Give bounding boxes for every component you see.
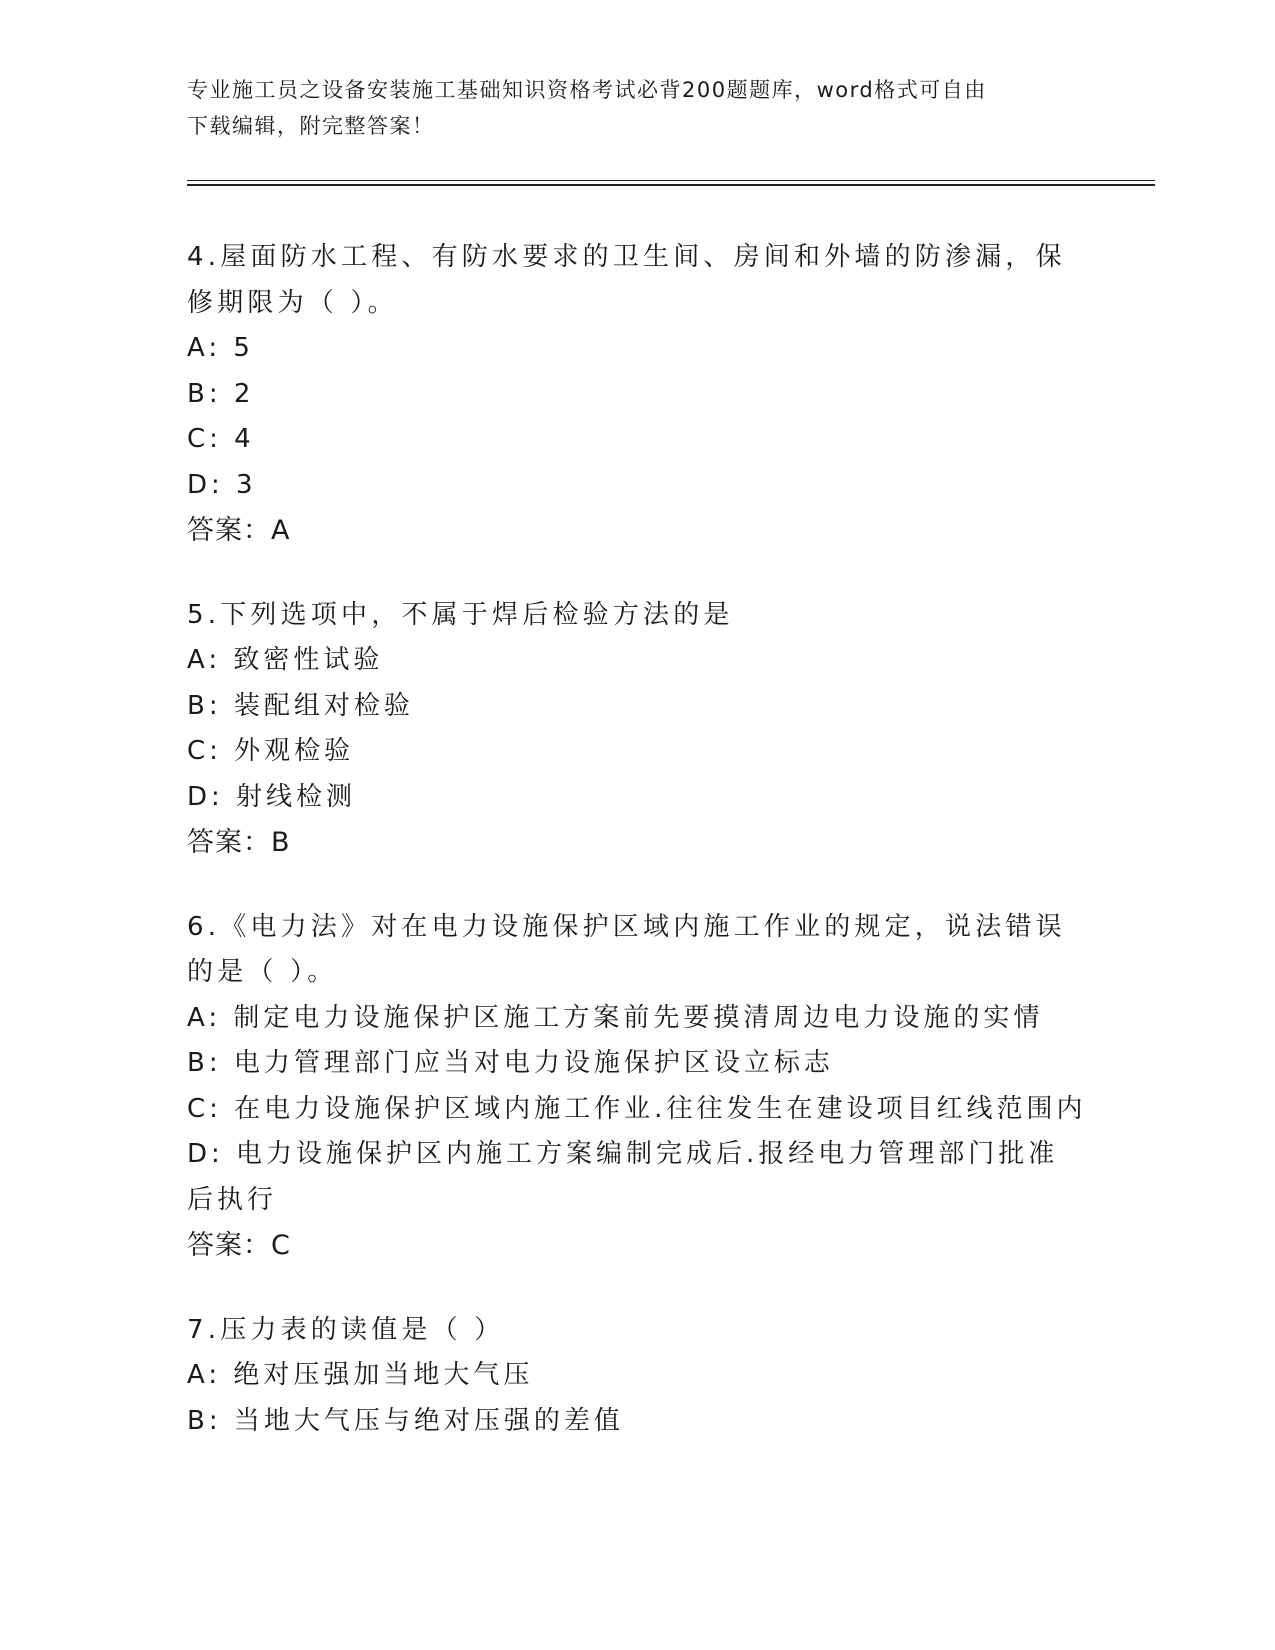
- question-item: [187, 1308, 1087, 1445]
- option-d: D: 3: [187, 469, 257, 500]
- option-b: B: 电力管理部门应当对电力设施保护区设立标志: [187, 1048, 834, 1078]
- header-divider-thin: [187, 180, 1155, 181]
- option-b: B: 装配组对检验: [187, 690, 414, 721]
- question-stem: 5.下列选项中，不属于焊后检验方法的是: [187, 599, 734, 630]
- option-b: B: 2: [187, 378, 255, 409]
- option-c: C: 4: [187, 424, 255, 454]
- question-item: [187, 235, 1087, 554]
- header-title-line1: 专业施工员之设备安装施工基础知识资格考试必背200题题库，word格式可自由: [187, 78, 987, 102]
- option-a: A: 致密性试验: [187, 645, 384, 675]
- question-item: [187, 593, 1087, 866]
- option-a: A: 5: [187, 333, 254, 363]
- option-a: A: 制定电力设施保护区施工方案前先要摸清周边电力设施的实情: [187, 1002, 1044, 1033]
- option-c: C: 在电力设施保护区域内施工作业.往往发生在建设项目红线范围内: [187, 1093, 1087, 1124]
- answer-line: 答案：B: [187, 827, 291, 858]
- question-list: [187, 235, 1087, 1483]
- answer-line: 答案：A: [187, 515, 291, 546]
- answer-line: 答案：C: [187, 1230, 291, 1261]
- question-stem: 7.压力表的读值是（ ）: [187, 1314, 505, 1345]
- question-stem: 6.《电力法》对在电力设施保护区域内施工作业的规定，说法错误的是（ ）。: [187, 911, 1066, 987]
- option-c: C: 外观检验: [187, 736, 355, 766]
- document-header: [187, 72, 1087, 144]
- option-b: B: 当地大气压与绝对压强的差值: [187, 1405, 624, 1436]
- option-a: A: 绝对压强加当地大气压: [187, 1360, 534, 1390]
- header-divider-thick: [187, 184, 1155, 186]
- question-stem: 4.屋面防水工程、有防水要求的卫生间、房间和外墙的防渗漏，保修期限为（ ）。: [187, 242, 1066, 318]
- question-item: [187, 905, 1087, 1269]
- header-title-line2: 下载编辑，附完整答案！: [187, 114, 435, 138]
- option-d: D: 电力设施保护区内施工方案编制完成后.报经电力管理部门批准后执行: [187, 1139, 1059, 1215]
- option-d: D: 射线检测: [187, 781, 357, 812]
